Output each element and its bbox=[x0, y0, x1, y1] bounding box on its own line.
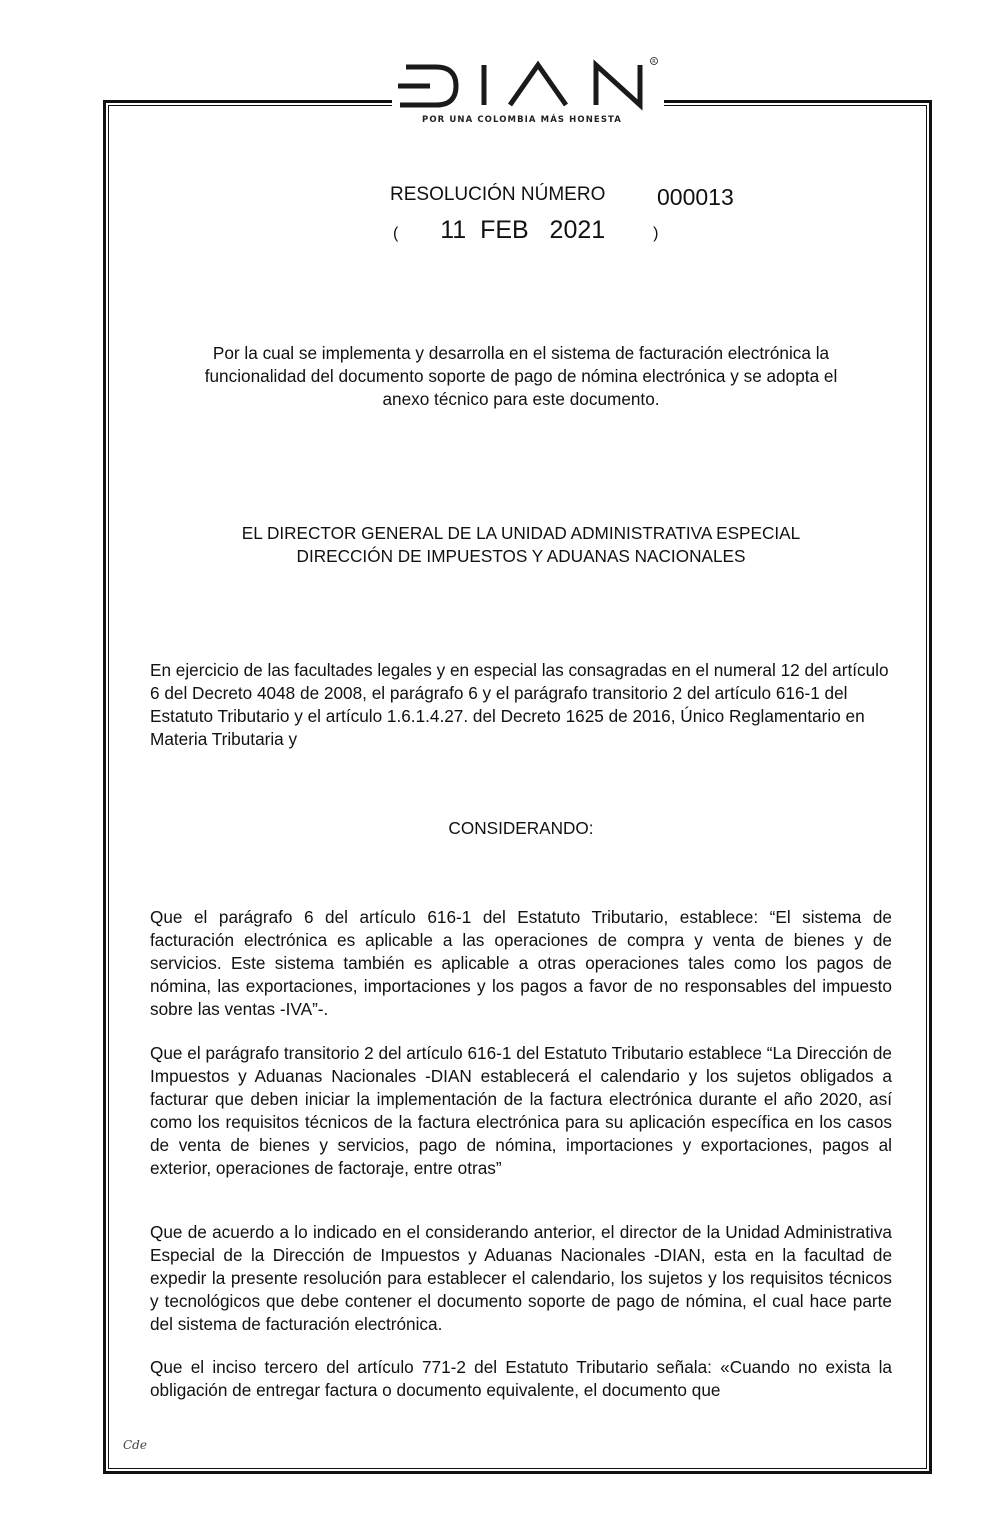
considerando-paragraph: Que de acuerdo a lo indicado en el considerando anterior, el director de la Unidad Administrativa Especial de la Dirección de Impuestos y Aduanas Nacionales -DIAN, esta en la facultad de expedir la presente resolución para establecer el calendario, los sujetos y los requisitos técnicos y tecnológicos que debe contener el documento soporte de pago de nómina, el cual hace parte del sistema de facturación electrónica. bbox=[150, 1222, 892, 1334]
authority-line: DIRECCIÓN DE IMPUESTOS Y ADUANAS NACIONALES bbox=[296, 546, 746, 566]
date-open-paren: ( bbox=[393, 225, 399, 242]
subject-line: Por la cual se implementa y desarrolla en el sistema de facturación electrónica la bbox=[212, 343, 830, 363]
resolution-date-line bbox=[393, 216, 658, 245]
logo-tagline: POR UNA COLOMBIA MÁS HONESTA bbox=[422, 115, 622, 125]
subject-line: funcionalidad del documento soporte de pago de nómina electrónica y se adopta el bbox=[204, 366, 838, 386]
svg-text:R: R bbox=[652, 59, 656, 65]
considerando-paragraph: Que el parágrafo 6 del artículo 616-1 del Estatuto Tributario, establece: “El sistema de facturación electrónica es aplicable a las operaciones de compra y venta de bienes y de servicios. Este sistema también es aplicable a otras operaciones tales como los pagos de nómina, las exportaciones, importaciones y los pagos a favor de no responsables del impuesto sobre las ventas -IVA”-. bbox=[150, 907, 892, 1019]
dian-wordmark-icon bbox=[392, 55, 664, 113]
considerando-paragraph: Que el inciso tercero del artículo 771-2 del Estatuto Tributario señala: «Cuando no exista la obligación de entregar factura o documento equivalente, el documento que bbox=[150, 1357, 892, 1400]
considerando-paragraph: Que el parágrafo transitorio 2 del artículo 616-1 del Estatuto Tributario establece “La Dirección de Impuestos y Aduanas Nacionales -DIAN establecerá el calendario y los sujetos obligados a facturar que deben iniciar la implementación de la factura electrónica durante el año 2020, así como los requisitos técnicos de la factura electrónica para su aplicación específica en los casos de venta de bienes y servicios, pago de nómina, importaciones y exportaciones, pagos al exterior, operaciones de factoraje, entre otras” bbox=[150, 1043, 892, 1178]
preamble-paragraph: En ejercicio de las facultades legales y en especial las consagradas en el numeral 12 del artículo 6 del Decreto 4048 de 2008, el parágrafo 6 y el parágrafo transitorio 2 del artículo 616-1 del Estatuto Tributario y el artículo 1.6.1.4.27. del Decreto 1625 de 2016, Único Reglamentario en Materia Tributaria y bbox=[150, 660, 889, 749]
considerando-heading: CONSIDERANDO: bbox=[448, 818, 594, 838]
subject-block bbox=[150, 342, 892, 411]
authority-line: EL DIRECTOR GENERAL DE LA UNIDAD ADMINISTRATIVA ESPECIAL bbox=[241, 523, 801, 543]
dian-logo bbox=[392, 55, 664, 127]
reviewer-initials: Cde bbox=[123, 1438, 147, 1452]
date-close-paren: ) bbox=[653, 225, 659, 242]
resolution-date: 11 FEB 2021 bbox=[440, 216, 606, 244]
authority-block bbox=[150, 522, 892, 568]
subject-line: anexo técnico para este documento. bbox=[382, 389, 660, 409]
resolution-label: RESOLUCIÓN NÚMERO bbox=[390, 184, 606, 205]
resolution-number: 000013 bbox=[657, 184, 734, 210]
